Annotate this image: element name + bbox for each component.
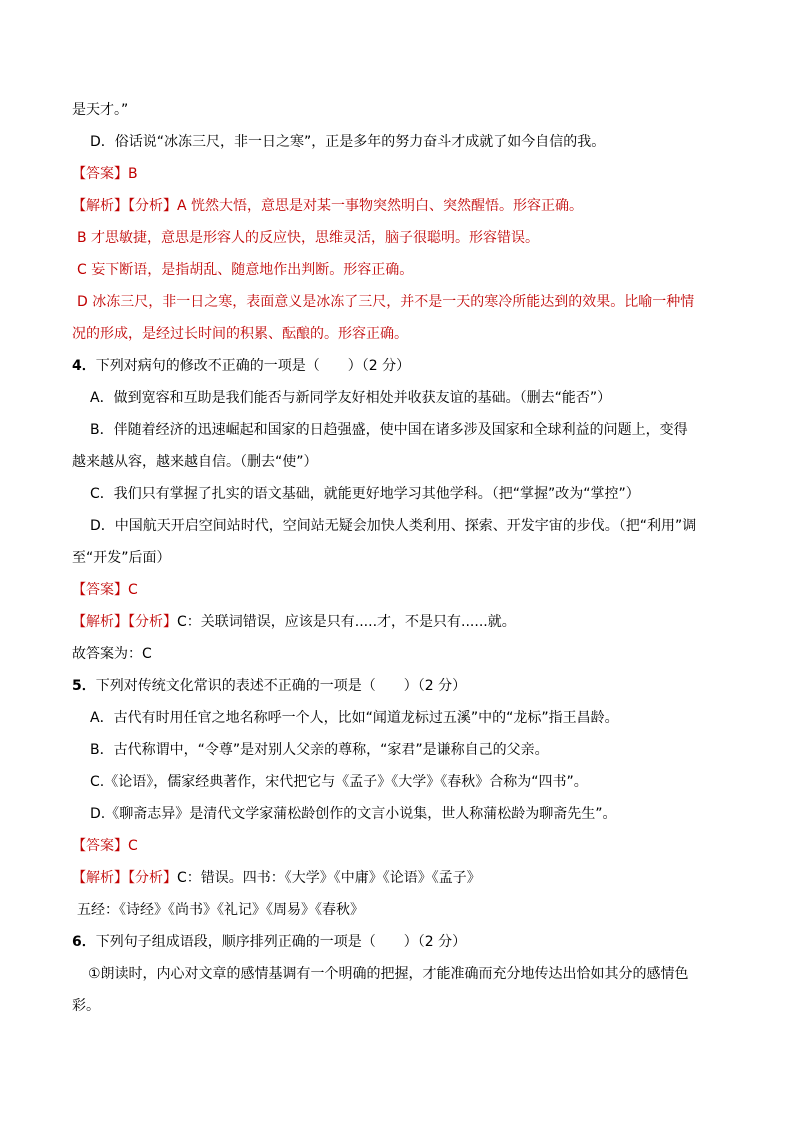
- analysis-text: C：关联词错误，应该是只有.....才，不是只有......就。: [177, 614, 516, 630]
- option-c-line: C．我们只有掌握了扎实的语文基础，就能更好地学习其他学科。（把“掌握”改为“掌控”）: [90, 486, 640, 502]
- option-d-line: D.《聊斋志异》是清代文学家蒲松龄创作的文言小说集，世人称蒲松龄为聊斋先生”。: [90, 806, 617, 822]
- answer-tag: 【答案】: [72, 838, 128, 854]
- answer-tag: 【答案】: [72, 582, 128, 598]
- passage-line-cont: 彩。: [72, 998, 100, 1014]
- answer-value: B: [128, 166, 138, 182]
- analysis-line: [72, 868, 732, 888]
- analysis-text: B 才思敏捷，意思是形容人的反应快，思维灵活，脑子很聪明。形容错误。: [77, 230, 540, 246]
- analysis-line: [72, 612, 732, 632]
- conclusion-line: 故答案为：C: [72, 646, 152, 662]
- option-d-line: D．俗话说“冰冻三尺，非一日之寒”，正是多年的努力奋斗才成就了如今自信的我。: [90, 134, 606, 150]
- analysis-text: C 妄下断语，是指胡乱、随意地作出判断。形容正确。: [77, 262, 414, 278]
- question-text: 下列对病句的修改不正确的一项是（ ）（2 分）: [95, 358, 411, 374]
- question-number: 5．: [72, 678, 96, 694]
- option-c-line: C.《论语》，儒家经典著作，宋代把它与《孟子》《大学》《春秋》合称为“四书”。: [90, 774, 588, 790]
- analysis-text: A 恍然大悟，意思是对某一事物突然明白、突然醒悟。形容正确。: [177, 198, 584, 214]
- analysis-text: C：错误。四书：《大学》《中庸》《论语》《孟子》: [177, 870, 481, 886]
- option-a-line: A．做到宽容和互助是我们能否与新同学友好相处并收获友谊的基础。（删去“能否”）: [90, 390, 612, 406]
- question-text: 下列对传统文化常识的表述不正确的一项是（ ）（2 分）: [95, 678, 467, 694]
- answer-tag: 【答案】: [72, 166, 128, 182]
- analysis-line: [72, 196, 732, 216]
- question-6-title: [72, 932, 732, 952]
- analysis-tag: 【解析】【分析】: [72, 198, 177, 214]
- question-4-title: [72, 356, 732, 376]
- text-line: 是天才。”: [72, 102, 129, 118]
- question-number: 4．: [72, 358, 96, 374]
- answer-value: C: [128, 582, 138, 598]
- analysis-text: 五经：《诗经》《尚书》《礼记》《周易》《春秋》: [77, 902, 364, 918]
- analysis-tag: 【解析】【分析】: [72, 614, 177, 630]
- question-number: 6．: [72, 934, 96, 950]
- option-d-line-cont: 至“开发”后面）: [72, 550, 171, 566]
- question-text: 下列句子组成语段，顺序排列正确的一项是（ ）（2 分）: [95, 934, 467, 950]
- answer-line: [72, 580, 732, 600]
- answer-line: [72, 836, 732, 856]
- answer-value: C: [128, 838, 138, 854]
- option-d-line: D．中国航天开启空间站时代，空间站无疑会加快人类利用、探索、开发宇宙的步伐。（把“利用”调: [90, 518, 697, 534]
- answer-line: [72, 164, 732, 184]
- passage-line: ①朗读时，内心对文章的感情基调有一个明确的把握，才能准确而充分地传达出恰如其分的感情色: [88, 966, 689, 982]
- analysis-text: 况的形成，是经过长时间的积累、酝酿的。形容正确。: [72, 326, 408, 342]
- option-b-line-cont: 越来越从容，越来越自信。（删去“使”）: [72, 454, 318, 470]
- question-5-title: [72, 676, 732, 696]
- option-b-line: B．古代称谓中，“令尊”是对别人父亲的尊称，“家君”是谦称自己的父亲。: [90, 742, 549, 758]
- analysis-tag: 【解析】【分析】: [72, 870, 177, 886]
- analysis-text: D 冰冻三尺，非一日之寒，表面意义是冰冻了三尺，并不是一天的寒冷所能达到的效果。比喻一种情: [77, 294, 695, 310]
- option-a-line: A．古代有时用任官之地名称呼一个人，比如“闻道龙标过五溪”中的“龙标”指王昌龄。: [90, 710, 619, 726]
- option-b-line: B．伴随着经济的迅速崛起和国家的日趋强盛，使中国在诸多涉及国家和全球利益的问题上，变得: [90, 422, 688, 438]
